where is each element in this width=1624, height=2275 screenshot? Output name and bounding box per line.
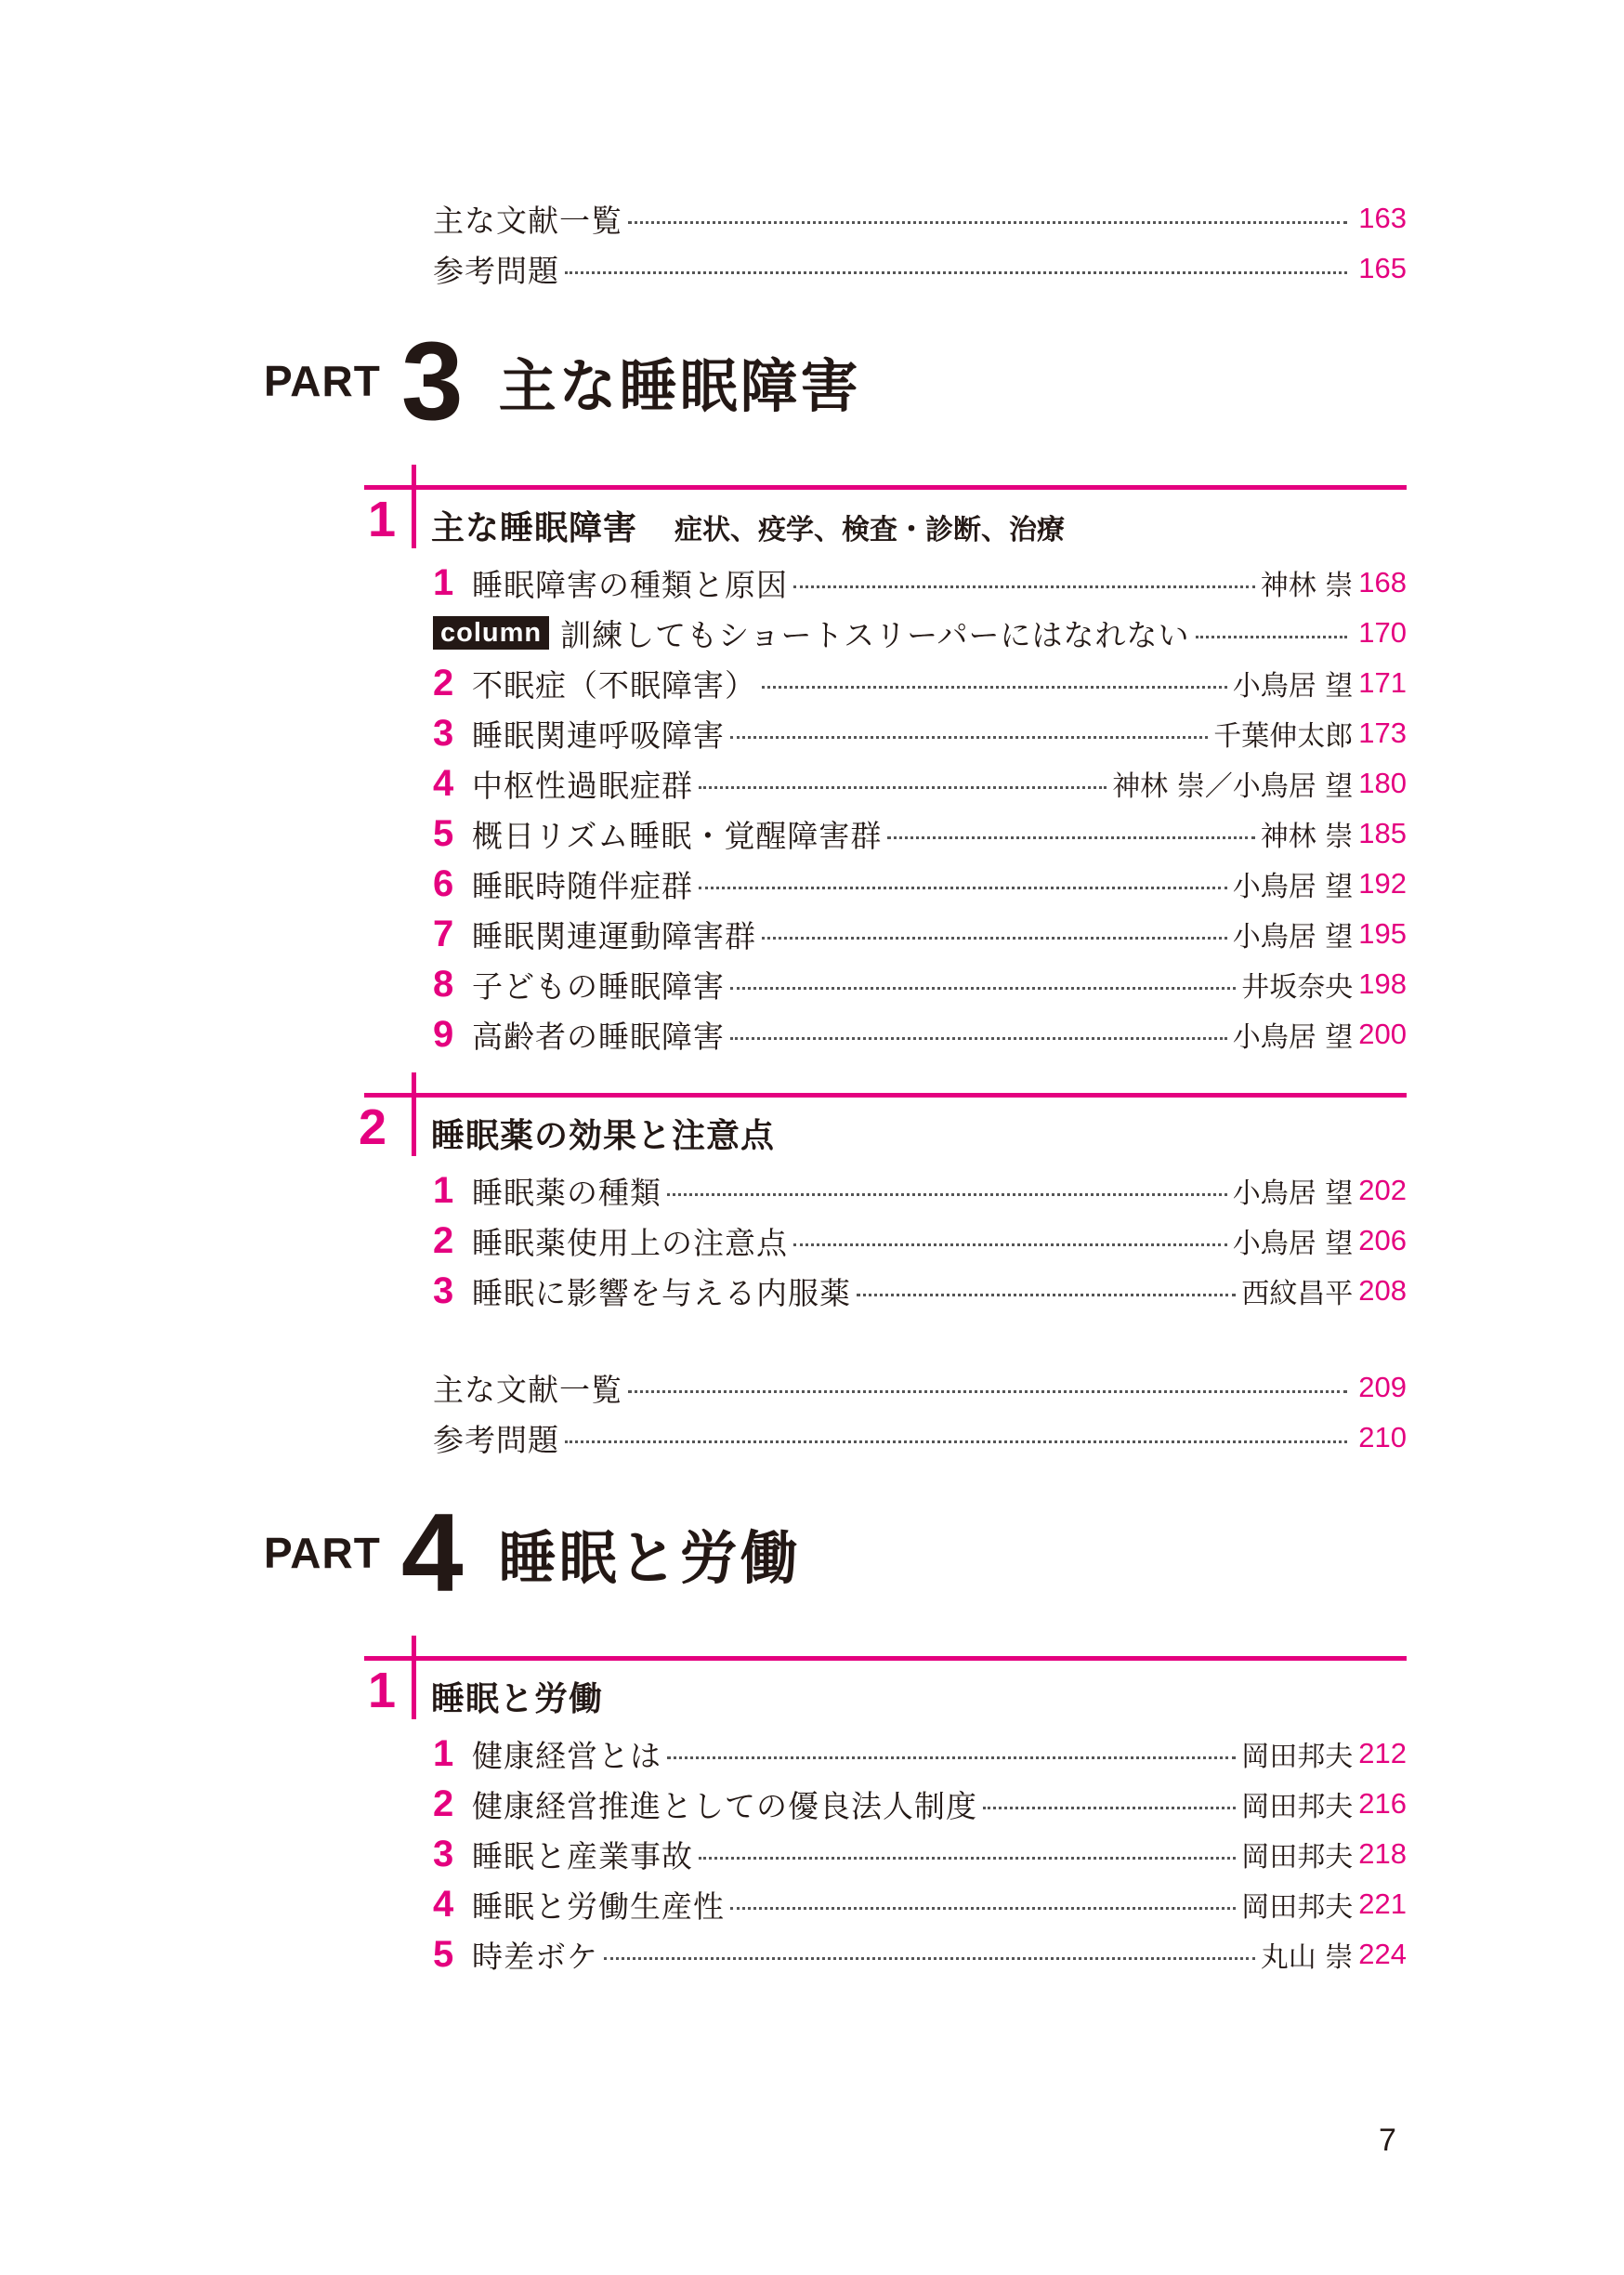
entry-page: 212	[1358, 1737, 1407, 1769]
entry-page: 202	[1358, 1174, 1407, 1206]
entry-author: 神林 崇	[1260, 570, 1354, 602]
leader-dots	[1196, 636, 1348, 638]
entry-page: 224	[1358, 1938, 1407, 1970]
entry-author: 小鳥居 望	[1232, 1177, 1354, 1210]
chapter-title[interactable]	[431, 502, 1065, 549]
toc-entry[interactable]	[433, 1009, 1407, 1059]
chapter-title[interactable]	[431, 1110, 775, 1157]
entry-author: 小鳥居 望	[1232, 921, 1354, 953]
entry-title: 睡眠関連呼吸障害	[472, 717, 725, 754]
toc-entry[interactable]	[433, 909, 1407, 959]
entry-number: 4	[433, 1883, 454, 1925]
entry-number: 2	[433, 1782, 454, 1824]
entry-page: 171	[1358, 666, 1407, 699]
leader-dots	[628, 1390, 1347, 1393]
entry-title: 主な文献一覧	[433, 1371, 622, 1408]
entry-number: 1	[433, 1169, 454, 1211]
leader-dots	[699, 887, 1227, 889]
toc-entry[interactable]	[433, 1779, 1407, 1829]
leader-dots	[730, 1907, 1236, 1910]
entry-title: 健康経営とは	[472, 1737, 661, 1774]
toc-entry[interactable]	[433, 1266, 1407, 1316]
chapter-title-text: 睡眠薬の効果と注意点	[431, 1117, 776, 1155]
chapter-number: 1	[368, 1663, 397, 1718]
leader-dots	[667, 1756, 1236, 1759]
entry-page: 208	[1358, 1274, 1407, 1307]
entry-number: 5	[433, 812, 454, 854]
chapter-rule	[364, 1093, 1407, 1098]
entry-number: 3	[433, 712, 454, 754]
entry-number: 1	[433, 561, 454, 603]
entry-page: 221	[1358, 1887, 1407, 1920]
entry-title: 高齢者の睡眠障害	[472, 1018, 725, 1055]
chapter-vrule	[412, 465, 416, 548]
entry-title: 睡眠に影響を与える内服薬	[472, 1274, 851, 1311]
entry-author: 岡田邦夫	[1241, 1891, 1354, 1924]
leader-dots	[699, 1857, 1236, 1860]
chapter-number: 2	[359, 1099, 387, 1155]
page-number: 7	[1379, 2123, 1396, 2158]
toc-entry[interactable]	[433, 658, 1407, 708]
entry-author: 小鳥居 望	[1232, 670, 1354, 703]
entry-page: 210	[1358, 1421, 1407, 1453]
entry-page: 163	[1358, 202, 1407, 234]
chapter-title-text: 主な睡眠障害	[431, 509, 638, 547]
toc-entry[interactable]	[433, 1729, 1407, 1779]
entry-page: 200	[1358, 1018, 1407, 1050]
part-heading	[264, 1493, 801, 1613]
chapter-rule	[364, 1656, 1407, 1661]
toc-entry-column[interactable]	[433, 608, 1407, 658]
chapter-title-text: 睡眠と労働	[431, 1680, 604, 1718]
entry-number: 3	[433, 1269, 454, 1311]
entry-title: 睡眠薬の種類	[472, 1174, 661, 1211]
entry-title: 睡眠薬使用上の注意点	[472, 1224, 788, 1261]
part-label: PART	[264, 357, 381, 405]
entry-title: 健康経営推進としての優良法人制度	[472, 1787, 977, 1824]
part-label: PART	[264, 1529, 381, 1577]
part-heading	[264, 321, 861, 441]
entry-title: 睡眠時随伴症群	[472, 867, 693, 904]
toc-entry[interactable]	[433, 558, 1407, 608]
entry-page: 216	[1358, 1787, 1407, 1820]
entry-page: 168	[1358, 566, 1407, 598]
entry-number: 4	[433, 762, 454, 804]
entry-author: 小鳥居 望	[1232, 1228, 1354, 1260]
toc-entry[interactable]	[433, 809, 1407, 859]
part-number: 3	[400, 319, 464, 443]
entry-page: 209	[1358, 1371, 1407, 1403]
entry-author: 井坂奈央	[1241, 971, 1354, 1004]
entry-title: 不眠症（不眠障害）	[472, 666, 756, 704]
leader-dots	[793, 585, 1255, 588]
leader-dots	[667, 1193, 1227, 1196]
part-number: 4	[400, 1491, 464, 1615]
entry-title: 睡眠障害の種類と原因	[472, 566, 788, 603]
chapter-rule	[364, 485, 1407, 490]
entry-title: 中枢性過眠症群	[472, 767, 693, 804]
leader-dots	[887, 836, 1254, 839]
entry-title: 時差ボケ	[472, 1938, 598, 1975]
chapter-number: 1	[368, 492, 397, 547]
chapter-vrule	[412, 1636, 416, 1719]
entry-page: 218	[1358, 1837, 1407, 1870]
toc-entry[interactable]	[433, 859, 1407, 909]
entry-author: 西紋昌平	[1241, 1278, 1354, 1310]
entry-page: 173	[1358, 717, 1407, 749]
entry-title: 参考問題	[433, 252, 559, 289]
entry-number: 1	[433, 1732, 454, 1774]
entry-title: 睡眠と産業事故	[472, 1837, 693, 1874]
leader-dots	[565, 271, 1347, 274]
part-title: 睡眠と労働	[498, 1523, 801, 1592]
entry-author: 小鳥居 望	[1232, 1021, 1354, 1054]
entry-title: 睡眠と労働生産性	[472, 1887, 725, 1925]
chapter-vrule	[412, 1072, 416, 1156]
toc-entry-references[interactable]	[433, 1362, 1407, 1413]
part-title: 主な睡眠障害	[498, 351, 861, 420]
toc-entry-questions[interactable]	[433, 1413, 1407, 1463]
leader-dots	[762, 686, 1227, 689]
entry-number: 2	[433, 1219, 454, 1261]
entry-author: 神林 崇／小鳥居 望	[1112, 770, 1354, 803]
toc-entry[interactable]	[433, 959, 1407, 1009]
entry-title: 概日リズム睡眠・覚醒障害群	[472, 817, 883, 854]
toc-entry[interactable]	[433, 758, 1407, 809]
leader-dots	[628, 221, 1347, 224]
entry-title: 主な文献一覧	[433, 202, 622, 239]
leader-dots	[730, 1037, 1227, 1040]
chapter-title[interactable]	[431, 1673, 603, 1720]
entry-number: 3	[433, 1833, 454, 1874]
leader-dots	[699, 786, 1107, 789]
toc-entry[interactable]	[433, 708, 1407, 758]
toc-entry[interactable]	[433, 1879, 1407, 1929]
toc-entry[interactable]	[433, 1829, 1407, 1879]
entry-title: 子どもの睡眠障害	[472, 967, 725, 1005]
leader-dots	[857, 1294, 1236, 1296]
leader-dots	[730, 736, 1208, 739]
entry-title: 参考問題	[433, 1421, 559, 1458]
leader-dots	[793, 1243, 1227, 1246]
leader-dots	[983, 1807, 1236, 1809]
entry-page: 198	[1358, 967, 1407, 1000]
toc-entry[interactable]	[433, 1165, 1407, 1216]
column-badge: column	[433, 616, 549, 650]
entry-page: 192	[1358, 867, 1407, 900]
entry-page: 206	[1358, 1224, 1407, 1256]
entry-author: 岡田邦夫	[1241, 1841, 1354, 1874]
leader-dots	[730, 987, 1236, 990]
entry-author: 岡田邦夫	[1241, 1741, 1354, 1773]
entry-title: 訓練してもショートスリーパーにはなれない	[560, 616, 1190, 653]
entry-author: 丸山 崇	[1260, 1941, 1354, 1974]
entry-number: 6	[433, 862, 454, 904]
entry-number: 9	[433, 1013, 454, 1055]
entry-page: 185	[1358, 817, 1407, 849]
toc-entry[interactable]	[433, 1929, 1407, 1979]
entry-author: 岡田邦夫	[1241, 1791, 1354, 1823]
chapter-subtitle: 症状、疫学、検査・診断、治療	[674, 514, 1066, 546]
leader-dots	[762, 937, 1227, 940]
toc-entry-questions[interactable]	[433, 243, 1407, 294]
entry-number: 7	[433, 913, 454, 954]
entry-author: 千葉伸太郎	[1213, 720, 1354, 753]
toc-entry-references[interactable]	[433, 193, 1407, 243]
toc-entry[interactable]	[433, 1216, 1407, 1266]
leader-dots	[565, 1440, 1347, 1443]
entry-page: 180	[1358, 767, 1407, 799]
entry-number: 2	[433, 662, 454, 704]
entry-author: 小鳥居 望	[1232, 871, 1354, 903]
entry-title: 睡眠関連運動障害群	[472, 917, 756, 954]
leader-dots	[604, 1957, 1255, 1960]
entry-page: 170	[1358, 616, 1407, 649]
entry-page: 165	[1358, 252, 1407, 284]
entry-number: 5	[433, 1933, 454, 1975]
entry-page: 195	[1358, 917, 1407, 950]
entry-number: 8	[433, 963, 454, 1005]
entry-author: 神林 崇	[1260, 821, 1354, 853]
